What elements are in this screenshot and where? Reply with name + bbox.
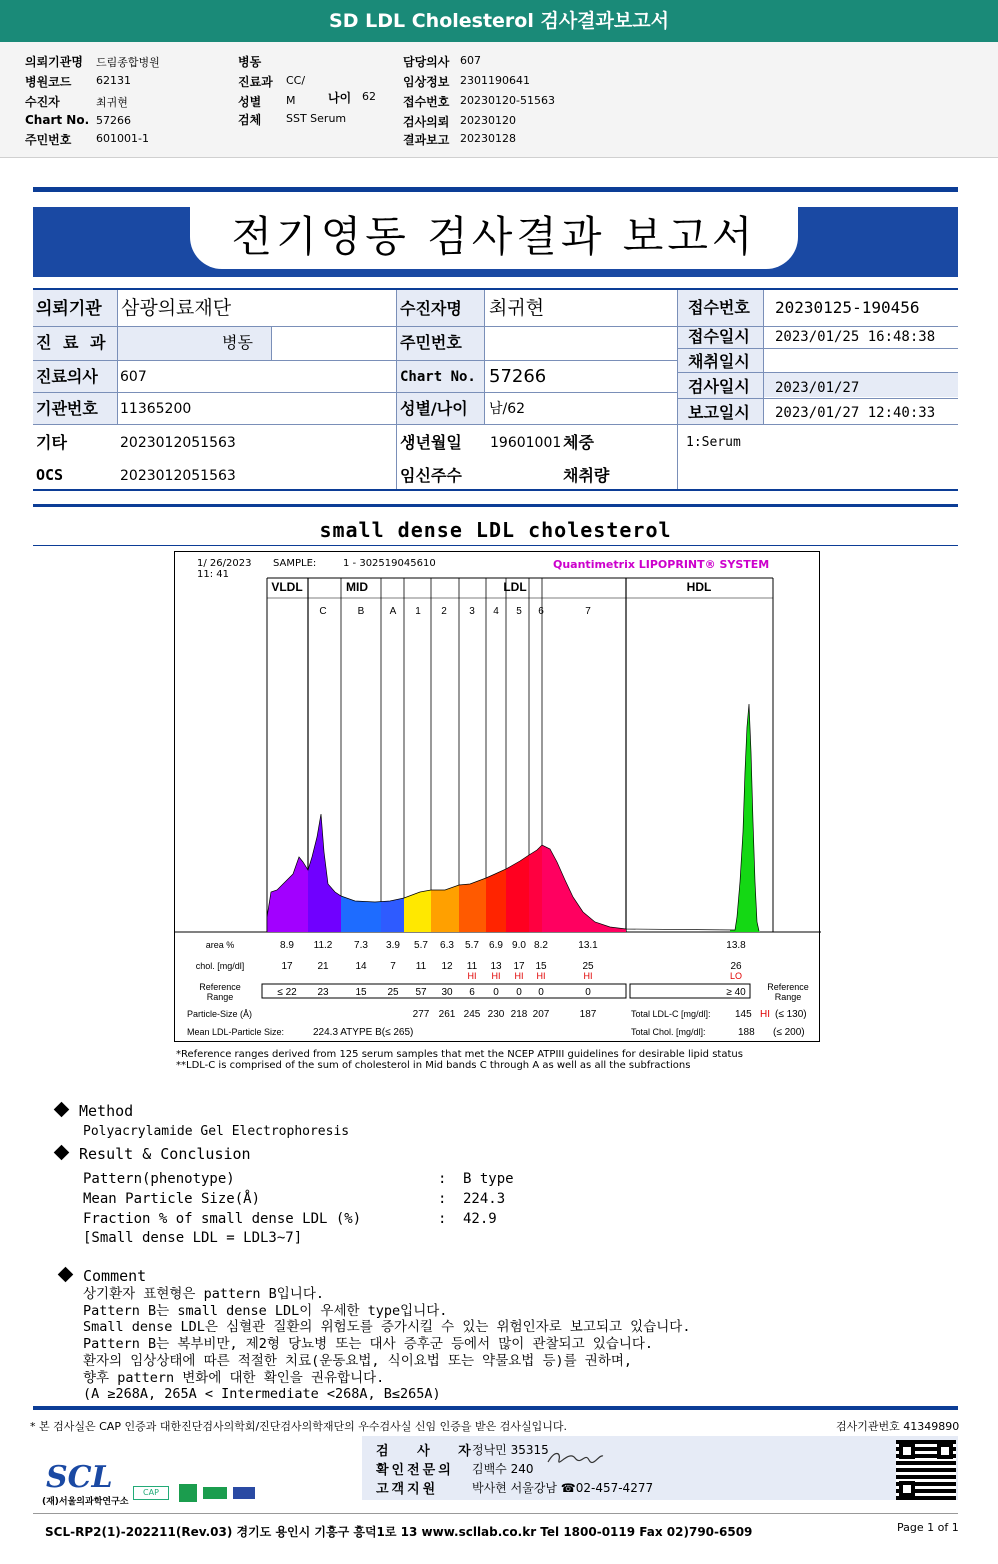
result-label: Pattern(phenotype) bbox=[83, 1171, 235, 1187]
brand-label: Quantimetrix LIPOPRINT® SYSTEM bbox=[553, 558, 770, 571]
group-label: VLDL bbox=[271, 580, 303, 594]
ref-value: 23 bbox=[317, 987, 329, 998]
header-value: 최귀현 bbox=[96, 96, 128, 109]
etc-value: 2023012051563 bbox=[120, 435, 236, 451]
header-value: 20230120 bbox=[460, 114, 516, 127]
band-label: A bbox=[389, 606, 397, 617]
weight-label: 체중 bbox=[563, 433, 594, 452]
band-area-3 bbox=[381, 898, 404, 932]
staff-name: 김백수 240 bbox=[472, 1462, 534, 1476]
recv-no-label: 접수번호 bbox=[688, 298, 750, 317]
comment-heading: Comment bbox=[60, 1267, 146, 1285]
ref-value: 0 bbox=[585, 987, 591, 998]
group-label: MID bbox=[346, 580, 368, 594]
chol-value: 13 bbox=[490, 961, 502, 972]
divider bbox=[33, 504, 958, 507]
ref-value: 30 bbox=[441, 987, 453, 998]
chol-value: 17 bbox=[281, 961, 293, 972]
chol-flag: HI bbox=[514, 971, 524, 981]
report-date-label: 보고일시 bbox=[688, 403, 750, 422]
org-value: 11365200 bbox=[120, 401, 192, 417]
comment-line: 환자의 임상상태에 따른 적절한 치료(운동요법, 식이요법 또는 약물요법 등)를 권하며, bbox=[83, 1352, 633, 1369]
header-value: 2301190641 bbox=[460, 74, 530, 87]
band-label: 1 bbox=[415, 606, 421, 617]
particle-value: 261 bbox=[438, 1009, 456, 1020]
ref-value: 0 bbox=[493, 987, 499, 998]
doctor-label: 진료의사 bbox=[36, 367, 98, 386]
band-area-9 bbox=[529, 845, 542, 932]
group-label: HDL bbox=[686, 580, 712, 594]
particle-value: 187 bbox=[579, 1009, 597, 1020]
chol-flag: HI bbox=[583, 971, 593, 981]
comment-line: Pattern B는 복부비만, 제2형 당뇨병 또는 대사 증후군 등에서 많이 관찰되고 있습니다. bbox=[83, 1336, 654, 1353]
report-title-bar: SD LDL Cholesterol 검사결과보고서 bbox=[0, 0, 998, 42]
header-label: 성별 bbox=[238, 95, 262, 109]
area-value: 11.2 bbox=[313, 940, 333, 951]
divider bbox=[33, 545, 958, 546]
header-value: CC/ bbox=[286, 74, 306, 87]
comment-line: Small dense LDL은 심혈관 질환의 위험도를 증가시킬 수 있는 위험인자로 보고되고 있습니다. bbox=[83, 1319, 691, 1336]
chol-label: chol. [mg/dl] bbox=[195, 961, 245, 971]
mean-label: Mean LDL-Particle Size: bbox=[187, 1027, 285, 1037]
chol-value: 21 bbox=[317, 961, 329, 972]
particle-value: 245 bbox=[463, 1009, 481, 1020]
band-area-6 bbox=[459, 878, 486, 932]
chart-date: 1/ 26/2023 bbox=[197, 558, 252, 569]
staff-role: 고객지원 bbox=[376, 1482, 439, 1497]
staff-name: 정낙민 35315 bbox=[472, 1443, 549, 1457]
ref-value: 25 bbox=[387, 987, 399, 998]
sexage-value: 남/62 bbox=[489, 401, 526, 417]
header-value: 20230128 bbox=[460, 132, 516, 145]
result-value: B type bbox=[463, 1171, 514, 1187]
staff-role: 검 사 자 bbox=[376, 1444, 483, 1459]
header-value: 20230120-51563 bbox=[460, 94, 555, 107]
sample-value: 1 - 302519045610 bbox=[343, 558, 436, 569]
particle-value: 207 bbox=[532, 1009, 550, 1020]
ref-value: ≥ 40 bbox=[726, 987, 746, 998]
address-line: SCL-RP2(1)-202211(Rev.03) 경기도 용인시 기흥구 흥덕1로 13 www.scllab.co.kr Tel 1800-0119 Fax 02)790-6509 bbox=[45, 1525, 753, 1539]
footer bbox=[0, 1410, 998, 1564]
result-label: Mean Particle Size(Å) bbox=[83, 1191, 261, 1207]
recv-no-value: 20230125-190456 bbox=[775, 298, 920, 317]
result-colon: : bbox=[438, 1211, 447, 1227]
diamond-icon bbox=[58, 1267, 74, 1283]
recv-date-value: 2023/01/25 16:48:38 bbox=[775, 329, 936, 345]
inst-value: 삼광의료재단 bbox=[121, 297, 232, 319]
band-label: B bbox=[357, 606, 365, 617]
scl-logo: SCL bbox=[46, 1460, 113, 1495]
total-ldl-flag: HI bbox=[760, 1009, 770, 1020]
area-value: 5.7 bbox=[414, 940, 428, 951]
chol-value: 12 bbox=[441, 961, 453, 972]
pregnancy-label: 임신주수 bbox=[400, 466, 462, 485]
lipoprint-chart bbox=[174, 551, 820, 1042]
diamond-icon bbox=[54, 1102, 70, 1118]
total-ldl-label: Total LDL-C [mg/dl]: bbox=[631, 1009, 711, 1019]
band-area-11 bbox=[730, 704, 765, 932]
rrn-label: 주민번호 bbox=[400, 333, 462, 352]
particle-value: 218 bbox=[510, 1009, 528, 1020]
area-value: 9.0 bbox=[512, 940, 526, 951]
method-text: Polyacrylamide Gel Electrophoresis bbox=[83, 1124, 350, 1139]
qr-code bbox=[896, 1440, 956, 1500]
area-label: area % bbox=[205, 940, 235, 950]
band-label: C bbox=[319, 606, 327, 617]
comment-line: 상기환자 표현형은 pattern B입니다. bbox=[83, 1286, 324, 1302]
header-label: 병동 bbox=[238, 55, 262, 69]
cert-note: * 본 검사실은 CAP 인증과 대한진단검사의학회/진단검사의학재단의 우수검사실 신임 인증을 받은 검사실입니다. bbox=[30, 1420, 568, 1433]
patient-value: 최귀현 bbox=[489, 297, 545, 319]
chol-value: 7 bbox=[390, 961, 396, 972]
cert-logos: CAP bbox=[133, 1484, 258, 1502]
chart-footnote-1: *Reference ranges derived from 125 serum samples that met the NCEP ATPIII guidelines for desirable lipid status bbox=[176, 1049, 743, 1060]
collect-label: 채취일시 bbox=[688, 352, 750, 371]
chart-time: 11: 41 bbox=[197, 569, 229, 580]
ref-label-right: Reference bbox=[767, 982, 809, 992]
ref-value: 0 bbox=[538, 987, 544, 998]
header-label: 병원코드 bbox=[25, 75, 72, 89]
result-label: Fraction % of small dense LDL (%) bbox=[83, 1211, 362, 1227]
result-value: 42.9 bbox=[463, 1211, 497, 1227]
header-value: SST Serum bbox=[286, 112, 347, 125]
chol-value: 11 bbox=[466, 961, 478, 972]
band-area-8 bbox=[506, 855, 529, 932]
header-label: 담당의사 bbox=[403, 55, 450, 69]
chol-value: 11 bbox=[415, 961, 427, 972]
band-area-7 bbox=[486, 869, 506, 932]
signature-image bbox=[545, 1448, 605, 1468]
header-label: 임상정보 bbox=[403, 75, 450, 89]
area-value: 13.1 bbox=[578, 940, 598, 951]
area-value: 3.9 bbox=[386, 940, 400, 951]
header-label: 수진자 bbox=[25, 95, 60, 109]
comment-line: 향후 pattern 변화에 대한 확인을 권유합니다. bbox=[83, 1369, 385, 1386]
comment-line: (A ≥268A, 265A < Intermediate <268A, B≤265A) bbox=[83, 1386, 441, 1403]
header-label: 검체 bbox=[238, 113, 262, 127]
chart-no-label: Chart No. bbox=[400, 369, 476, 385]
report-main-title: 전기영동 검사결과 보고서 bbox=[190, 207, 798, 269]
mean-value: 224.3 ATYPE B(≤ 265) bbox=[313, 1027, 414, 1038]
area-value: 5.7 bbox=[465, 940, 479, 951]
header-value: 607 bbox=[460, 54, 481, 67]
comment-line: Pattern B는 small dense LDL이 우세한 type입니다. bbox=[83, 1302, 448, 1319]
ref-value: 6 bbox=[469, 987, 475, 998]
result-colon: : bbox=[438, 1191, 447, 1207]
particle-value: 277 bbox=[412, 1009, 430, 1020]
specimen-value: 1:Serum bbox=[686, 435, 741, 450]
header-value: 57266 bbox=[96, 114, 131, 127]
total-ldl-ref: (≤ 130) bbox=[775, 1009, 807, 1020]
header-label: 진료과 bbox=[238, 75, 273, 89]
ref-value: 57 bbox=[415, 987, 427, 998]
band-label: 7 bbox=[585, 606, 591, 617]
divider bbox=[33, 187, 958, 192]
chol-value: 17 bbox=[513, 961, 525, 972]
header-value: 601001-1 bbox=[96, 132, 149, 145]
header-age-label: 나이 bbox=[328, 91, 352, 105]
section-title: small dense LDL cholesterol bbox=[319, 518, 672, 542]
band-area-1 bbox=[308, 814, 341, 932]
band-label: 4 bbox=[493, 606, 499, 617]
lab-number: 검사기관번호 41349890 bbox=[836, 1420, 960, 1433]
group-label: LDL bbox=[503, 580, 527, 594]
band-area-5 bbox=[431, 885, 459, 932]
dob-value: 19601001 bbox=[490, 435, 562, 451]
particle-label: Particle-Size (Å) bbox=[187, 1009, 253, 1019]
volume-label: 채취량 bbox=[563, 466, 610, 485]
result-value: 224.3 bbox=[463, 1191, 506, 1207]
doctor-value: 607 bbox=[120, 369, 147, 385]
total-ldl-value: 145 bbox=[735, 1009, 752, 1020]
band-label: 5 bbox=[516, 606, 522, 617]
ocs-label: OCS bbox=[36, 466, 64, 484]
header-label: 의뢰기관명 bbox=[25, 55, 83, 69]
chart-plot bbox=[175, 552, 821, 1043]
sample-label: SAMPLE: bbox=[273, 558, 317, 569]
chol-value: 25 bbox=[582, 961, 594, 972]
ref-label: Range bbox=[206, 992, 234, 1002]
ref-label: Reference bbox=[199, 982, 241, 992]
header-label: 검사의뢰 bbox=[403, 115, 450, 129]
total-chol-ref: (≤ 200) bbox=[773, 1027, 805, 1038]
chol-value: 15 bbox=[535, 961, 547, 972]
etc-label: 기타 bbox=[36, 433, 67, 452]
chart-footnote-2: **LDL-C is comprised of the sum of cholesterol in Mid bands C through A as well as all the subfractions bbox=[176, 1060, 691, 1071]
header-value: 62131 bbox=[96, 74, 131, 87]
chol-flag: HI bbox=[491, 971, 501, 981]
area-value: 8.9 bbox=[280, 940, 294, 951]
header-value: M bbox=[286, 94, 296, 107]
sexage-label: 성별/나이 bbox=[400, 399, 468, 418]
chol-flag: HI bbox=[467, 971, 477, 981]
area-value: 6.9 bbox=[489, 940, 503, 951]
recv-date-label: 접수일시 bbox=[688, 327, 750, 346]
header-age-value: 62 bbox=[362, 90, 376, 103]
result-note: [Small dense LDL = LDL3~7] bbox=[83, 1230, 303, 1246]
page-number: Page 1 of 1 bbox=[897, 1521, 959, 1534]
report-date-value: 2023/01/27 12:40:33 bbox=[775, 405, 936, 421]
header-label: 결과보고 bbox=[403, 133, 450, 147]
result-colon: : bbox=[438, 1171, 447, 1187]
result-heading: Result & Conclusion bbox=[56, 1145, 251, 1163]
inst-label: 의뢰기관 bbox=[36, 299, 102, 319]
test-date-label: 검사일시 bbox=[688, 377, 750, 396]
ref-value: 15 bbox=[355, 987, 367, 998]
diamond-icon bbox=[54, 1145, 70, 1161]
chol-value: 26 bbox=[730, 961, 742, 972]
test-date-value: 2023/01/27 bbox=[775, 380, 860, 396]
chart-no-value: 57266 bbox=[489, 366, 547, 387]
band-label: 2 bbox=[441, 606, 447, 617]
ref-value: 0 bbox=[516, 987, 522, 998]
header-label: Chart No. bbox=[25, 113, 90, 127]
area-value: 8.2 bbox=[534, 940, 548, 951]
particle-value: 230 bbox=[487, 1009, 505, 1020]
dept-value: 병동 bbox=[222, 333, 253, 352]
staff-role: 확인전문의 bbox=[376, 1463, 454, 1478]
total-chol-value: 188 bbox=[738, 1027, 755, 1038]
patient-label: 수진자명 bbox=[400, 299, 462, 318]
header-value: 드림종합병원 bbox=[96, 56, 160, 69]
area-value: 6.3 bbox=[440, 940, 454, 951]
method-heading: Method bbox=[56, 1102, 133, 1120]
area-value: 13.8 bbox=[726, 940, 746, 951]
ocs-value: 2023012051563 bbox=[120, 468, 236, 484]
dob-label: 생년월일 bbox=[400, 433, 462, 452]
area-value: 7.3 bbox=[354, 940, 368, 951]
band-label: 6 bbox=[538, 606, 544, 617]
band-label: 3 bbox=[469, 606, 475, 617]
chol-flag: LO bbox=[729, 971, 743, 981]
header-panel bbox=[0, 42, 998, 158]
dept-label: 진 료 과 bbox=[36, 333, 109, 352]
ref-value: ≤ 22 bbox=[277, 987, 297, 998]
header-label: 접수번호 bbox=[403, 95, 450, 109]
band-area-0 bbox=[267, 857, 308, 932]
total-chol-label: Total Chol. [mg/dl]: bbox=[631, 1027, 706, 1037]
chol-value: 14 bbox=[355, 961, 367, 972]
scl-logo-subtitle: (재)서울의과학연구소 bbox=[42, 1497, 129, 1507]
chol-flag: HI bbox=[536, 971, 546, 981]
header-label: 주민번호 bbox=[25, 133, 72, 147]
ref-label-right: Range bbox=[774, 992, 802, 1002]
org-label: 기관번호 bbox=[36, 399, 98, 418]
staff-name: 박사현 서울강남 ☎02-457-4277 bbox=[472, 1481, 654, 1495]
